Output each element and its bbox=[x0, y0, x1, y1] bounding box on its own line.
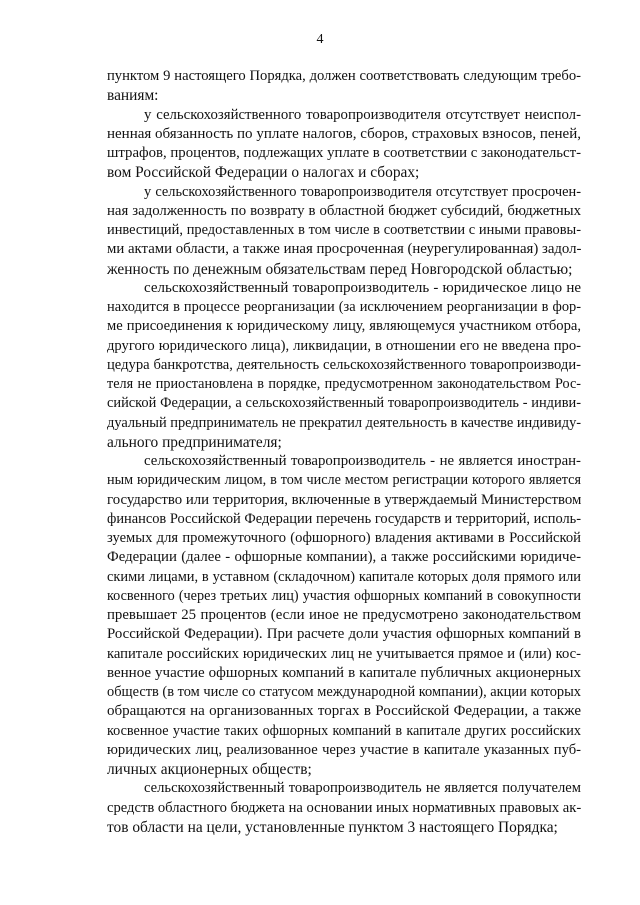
text-line: капитале российских юридических лиц не учитывается прямое и (или) кос- bbox=[107, 645, 581, 662]
text-line: зуемых для промежуточного (офшорного) владения активами в Российской bbox=[107, 530, 581, 546]
text-line: сельскохозяйственный товаропроизводитель - юридическое лицо не bbox=[144, 279, 581, 296]
text-line: женность по денежным обязательствам перед Новгородской областью; bbox=[107, 260, 573, 278]
text-line: Российской Федерации). При расчете доли участия офшорных компаний в bbox=[107, 626, 581, 643]
text-line: ваниям: bbox=[107, 87, 159, 105]
text-line: вом Российской Федерации о налогах и сборах; bbox=[107, 164, 420, 182]
text-line: ная задолженность по возврату в областной бюджет субсидий, бюджетных bbox=[107, 202, 581, 219]
text-line: косвенное участие таких офшорных компаний в капитале других российских bbox=[107, 722, 581, 739]
text-line: превышает 25 процентов (если иное не предусмотрено законодательством bbox=[107, 607, 581, 623]
text-line: средств областного бюджета на основании иных нормативных правовых ак- bbox=[107, 799, 582, 816]
text-line: сийской Федерации, а сельскохозяйственный товаропроизводитель - индиви- bbox=[107, 395, 581, 412]
text-line: Федерации (далее - офшорные компании), а также российскими юридиче- bbox=[107, 549, 581, 566]
text-line: инвестиций, предоставленных в том числе в соответствии с иными правовы- bbox=[107, 222, 581, 238]
text-line: сельскохозяйственный товаропроизводитель не является получателем bbox=[144, 780, 581, 797]
text-line: ального предпринимателя; bbox=[107, 433, 282, 451]
text-line: ненная обязанность по уплате налогов, сборов, страховых взносов, пеней, bbox=[107, 125, 581, 142]
text-line: у сельскохозяйственного товаропроизводителя отсутствует неиспол- bbox=[144, 106, 581, 123]
text-line: тов области на цели, установленные пунктом 3 настоящего Порядка; bbox=[107, 818, 558, 836]
text-line: ным юридическим лицом, в том числе местом регистрации которого является bbox=[107, 472, 581, 489]
text-line: пунктом 9 настоящего Порядка, должен соответствовать следующим требо- bbox=[107, 68, 581, 84]
text-line: теля не приостановлена в порядке, предусмотренном законодательством Рос- bbox=[107, 376, 581, 392]
text-line: находится в процессе реорганизации (за исключением реорганизации в фор- bbox=[107, 299, 581, 315]
text-line: обращаются на организованных торгах в Российской Федерации, а также bbox=[107, 703, 581, 720]
text-line: у сельскохозяйственного товаропроизводителя отсутствует просрочен- bbox=[144, 183, 581, 200]
text-line: финансов Российской Федерации перечень государств и территорий, исполь- bbox=[107, 510, 581, 527]
text-line: дуальный предприниматель не прекратил деятельность в качестве индивиду- bbox=[107, 414, 582, 431]
text-line: обществ (в том числе со статусом международной компании), акции которых bbox=[107, 684, 581, 700]
page-number: 4 bbox=[316, 32, 324, 47]
text-line: цедура банкротства, деятельность сельскохозяйственного товаропроизводи- bbox=[107, 356, 581, 373]
text-line: сельскохозяйственный товаропроизводитель - не является иностран- bbox=[144, 453, 581, 469]
text-line: личных акционерных обществ; bbox=[107, 761, 312, 778]
text-line: юридических лиц, реализованное через участие в капитале указанных пуб- bbox=[107, 741, 581, 758]
text-line: ми актами области, а также иная просроченная (неурегулированная) задол- bbox=[107, 241, 582, 258]
text-line: скими лицами, в уставном (складочном) капитале которых доля прямого или bbox=[107, 568, 581, 585]
text-line: штрафов, процентов, подлежащих уплате в соответствии с законодательст- bbox=[107, 145, 581, 161]
text-line: другого юридического лица), ликвидации, в отношении его не введена про- bbox=[107, 337, 581, 354]
text-line: ме присоединения к юридическому лицу, являющемуся участником отбора, bbox=[107, 318, 581, 335]
text-line: косвенного (через третьих лиц) участия офшорных компаний в совокупности bbox=[107, 587, 581, 604]
text-line: венное участие офшорных компаний в капитале публичных акционерных bbox=[107, 664, 581, 681]
document-body bbox=[107, 67, 581, 837]
text-line: государство или территория, включенные в утверждаемый Министерством bbox=[107, 491, 582, 508]
